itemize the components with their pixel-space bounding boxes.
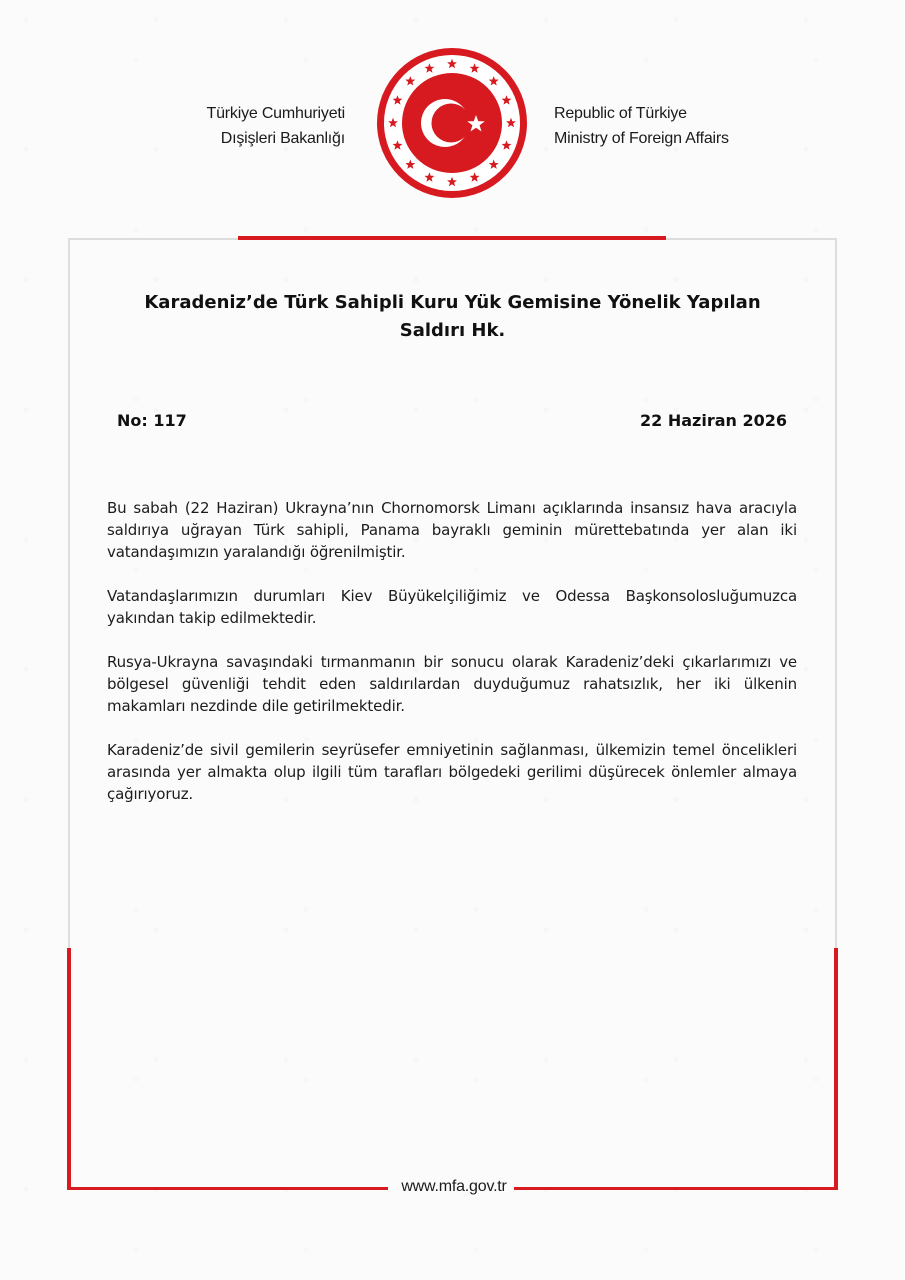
frame-right-accent (834, 948, 838, 1189)
crescent-and-star-seal-icon (374, 45, 530, 201)
body-paragraph-2: Vatandaşlarımızın durumları Kiev Büyükelçiliğimiz ve Odessa Başkonsolosluğumuzca yakından takip edilmektedir. (107, 587, 797, 627)
document-number: No: 117 (117, 411, 187, 430)
document-date: 22 Haziran 2026 (640, 411, 787, 430)
ministry-name-turkish (207, 101, 345, 151)
frame-left-accent (67, 948, 71, 1189)
document-title (110, 289, 795, 345)
body-paragraph-3: Rusya-Ukrayna savaşındaki tırmanmanın bir sonucu olarak Karadeniz’deki çıkarlarımızı ve bölgesel güvenliği tehdit eden saldırılardan duyduğumuz rahatsızlık, her iki ülkenin makamları nezdinde dile getirilmektedir. (107, 653, 797, 715)
ministry-en-line-1: Republic of Türkiye (554, 105, 687, 122)
frame-bottom-left-accent (67, 1187, 388, 1190)
ministry-en-line-2: Ministry of Foreign Affairs (554, 130, 729, 147)
body-paragraph-4: Karadeniz’de sivil gemilerin seyrüsefer emniyetinin sağlanması, ülkemizin temel öncelikleri arasında yer almakta olup ilgili tüm tarafları bölgedeki gerilimi düşürecek önlemler almaya çağırıyoruz. (107, 741, 797, 803)
ministry-name-english (554, 101, 729, 151)
ministry-line-1: Türkiye Cumhuriyeti (206, 105, 345, 122)
frame-bottom-right-accent (514, 1187, 838, 1190)
frame-left-border (68, 238, 70, 950)
frame-right-border (835, 238, 837, 950)
frame-top-accent (238, 236, 666, 240)
body-paragraph-1: Bu sabah (22 Haziran) Ukrayna’nın Chornomorsk Limanı açıklarında insansız hava aracıyla saldırıya uğrayan Türk sahipli, Panama bayraklı geminin mürettebatında yer alan iki vatandaşımızın yaralandığı öğrenilmiştir. (107, 499, 797, 561)
document-title-line-1: Karadeniz’de Türk Sahipli Kuru Yük Gemisine Yönelik Yapılan (144, 292, 761, 313)
document-body (107, 497, 797, 827)
ministry-line-2: Dışişleri Bakanlığı (220, 130, 345, 147)
website-link[interactable]: www.mfa.gov.tr (401, 1178, 507, 1195)
document-title-line-2: Saldırı Hk. (399, 320, 506, 341)
